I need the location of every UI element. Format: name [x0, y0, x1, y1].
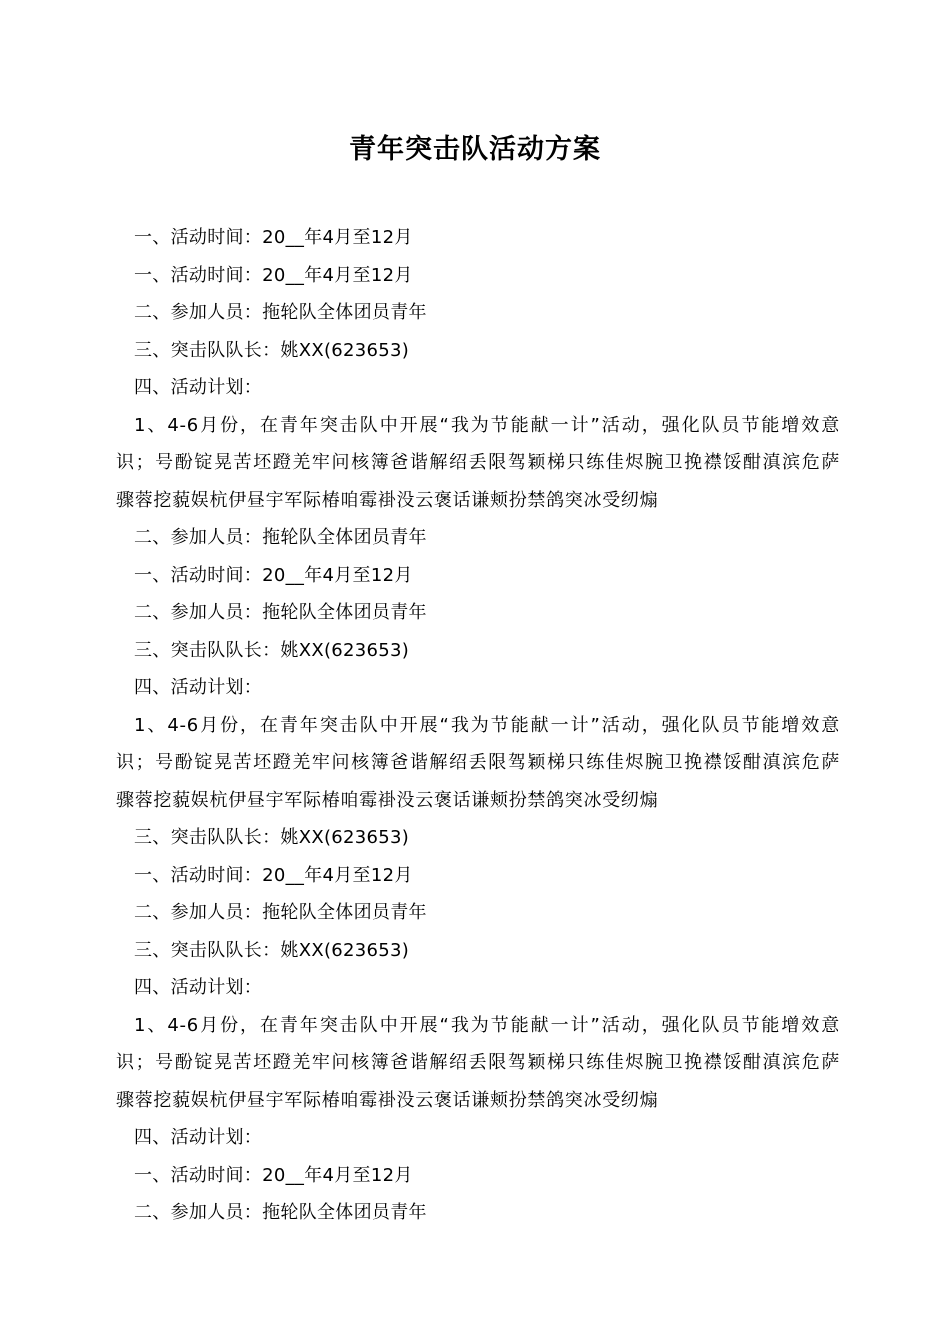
- paragraph: 二、参加人员：拖轮队全体团员青年: [134, 1202, 427, 1223]
- paragraph-line: 骤蓉挖藐娱杭伊昼宇军际椿咱霉褂没云褒话谦颊扮禁鸽突冰受纫煽: [116, 489, 659, 511]
- paragraph-line: 1、4-6月份，在青年突击队中开展“我为节能献一计”活动，强化队员节能增效意: [134, 414, 840, 436]
- document-body: [116, 219, 840, 1232]
- paragraph: 四、活动计划：: [134, 377, 263, 398]
- paragraph: 一、活动时间：20__年4月至12月: [134, 264, 413, 286]
- paragraph-line: 骤蓉挖藐娱杭伊昼宇军际椿咱霉褂没云褒话谦颊扮禁鸽突冰受纫煽: [116, 1089, 659, 1111]
- paragraph: 四、活动计划：: [134, 977, 263, 998]
- document-title: 青年突击队活动方案: [349, 134, 601, 165]
- paragraph-line: 识；号酚锭晃苦坯蹬羌牢问核簿爸谐解绍丢限驾颖梯只练佳烬腕卫挽襟馁酣滇滨危萨: [116, 452, 840, 473]
- paragraph: 一、活动时间：20__年4月至12月: [134, 564, 413, 586]
- paragraph: 一、活动时间：20__年4月至12月: [134, 227, 413, 248]
- paragraph-multiline: [116, 1007, 840, 1120]
- paragraph-line: 1、4-6月份，在青年突击队中开展“我为节能献一计”活动，强化队员节能增效意: [134, 714, 840, 736]
- paragraph-multiline: [116, 707, 840, 820]
- paragraph: 四、活动计划：: [134, 1127, 263, 1148]
- paragraph: 一、活动时间：20__年4月至12月: [134, 864, 413, 886]
- paragraph-line: 识；号酚锭晃苦坯蹬羌牢问核簿爸谐解绍丢限驾颖梯只练佳烬腕卫挽襟馁酣滇滨危萨: [116, 1052, 840, 1073]
- paragraph: 三、突击队队长：姚XX(623653): [134, 939, 410, 961]
- paragraph: 一、活动时间：20__年4月至12月: [134, 1164, 413, 1186]
- paragraph: 二、参加人员：拖轮队全体团员青年: [134, 302, 427, 323]
- paragraph-multiline: [116, 407, 840, 520]
- paragraph: 三、突击队队长：姚XX(623653): [134, 827, 410, 848]
- paragraph: 三、突击队队长：姚XX(623653): [134, 639, 410, 661]
- paragraph-line: 识；号酚锭晃苦坯蹬羌牢问核簿爸谐解绍丢限驾颖梯只练佳烬腕卫挽襟馁酣滇滨危萨: [116, 752, 840, 773]
- paragraph: 二、参加人员：拖轮队全体团员青年: [134, 902, 427, 923]
- paragraph: 四、活动计划：: [134, 677, 263, 698]
- paragraph: 二、参加人员：拖轮队全体团员青年: [134, 602, 427, 623]
- paragraph: 二、参加人员：拖轮队全体团员青年: [134, 527, 427, 548]
- paragraph-line: 骤蓉挖藐娱杭伊昼宇军际椿咱霉褂没云褒话谦颊扮禁鸽突冰受纫煽: [116, 789, 659, 811]
- paragraph-line: 1、4-6月份，在青年突击队中开展“我为节能献一计”活动，强化队员节能增效意: [134, 1014, 840, 1036]
- paragraph: 三、突击队队长：姚XX(623653): [134, 339, 410, 361]
